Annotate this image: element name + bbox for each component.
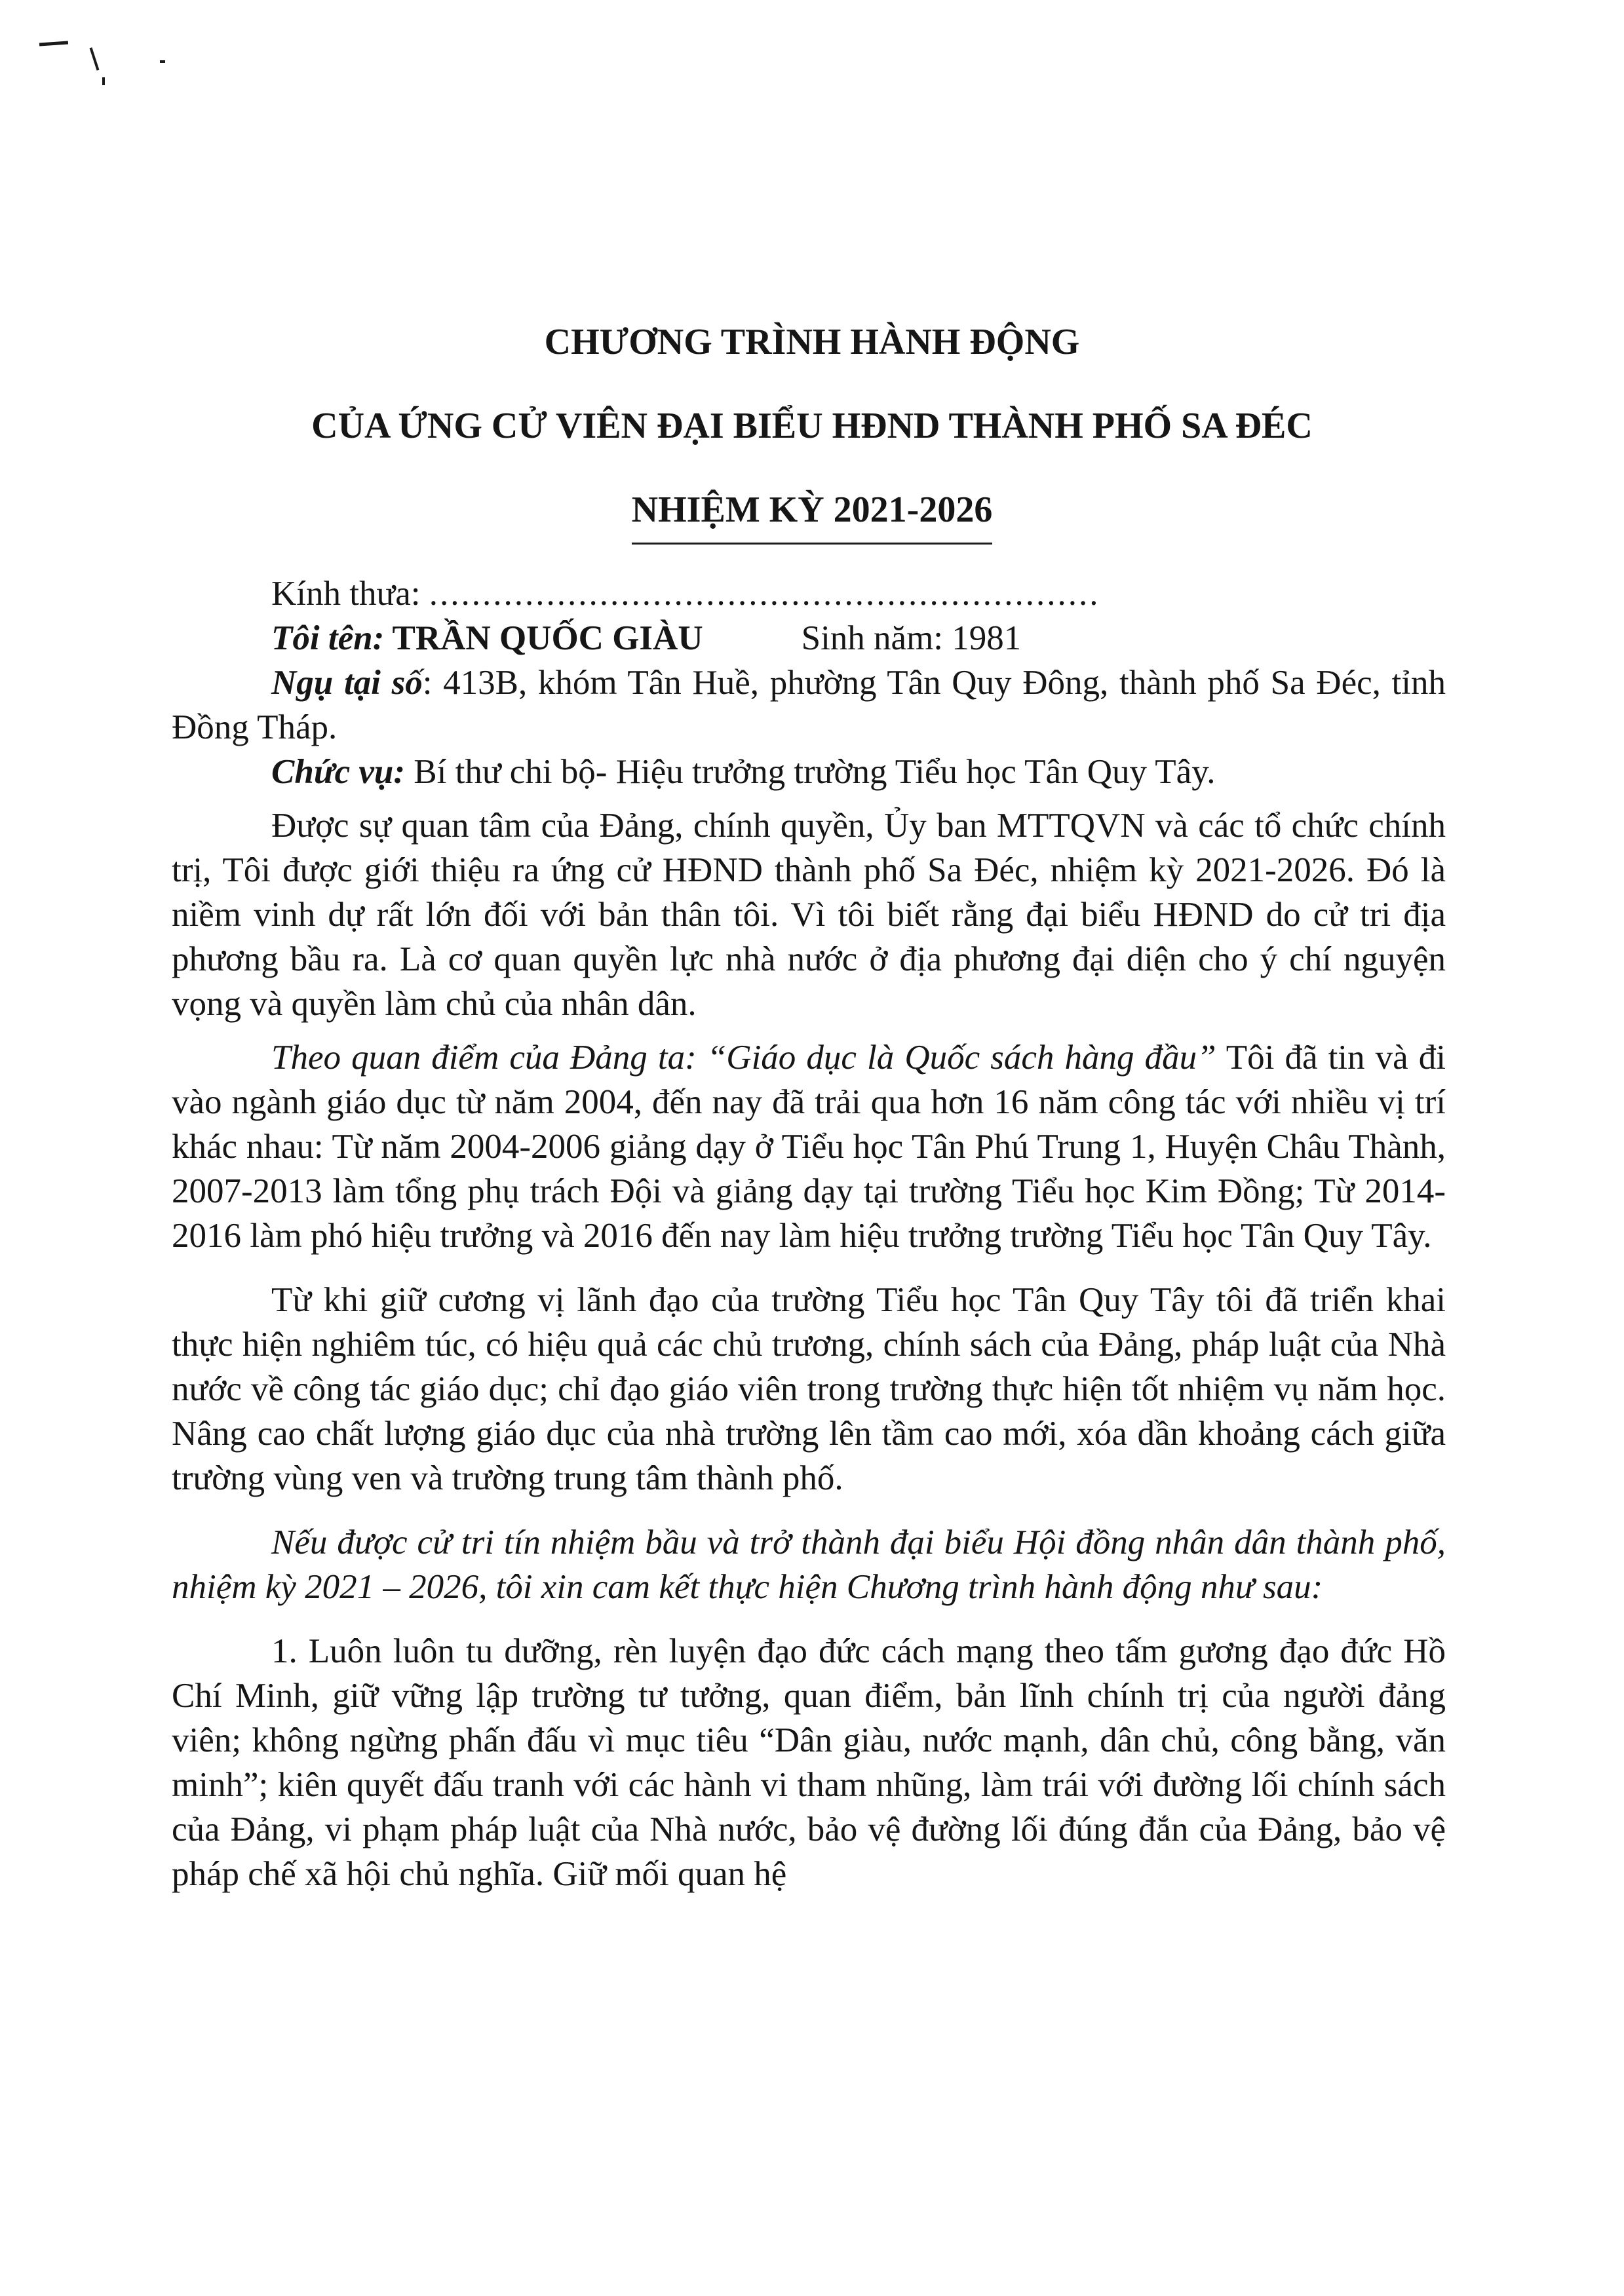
paragraph-2 <box>172 1035 1446 1258</box>
paragraph-5: 1. Luôn luôn tu dưỡng, rèn luyện đạo đức cách mạng theo tấm gương đạo đức Hồ Chí Minh, giữ vững lập trường tư tưởng, quan điểm, bản lĩnh chính trị của người đảng viên; không ngừng phấn đấu vì mục tiêu “Dân giàu, nước mạnh, dân chủ, công bằng, văn minh”; kiên quyết đấu tranh với các hành vi tham nhũng, làm trái với đường lối chính sách của Đảng, vi phạm pháp luật của Nhà nước, bảo vệ đường lối đúng đắn của Đảng, bảo vệ pháp chế xã hội chủ nghĩa. Giữ mối quan hệ <box>172 1632 1446 1893</box>
name-label: Tôi tên: <box>271 619 385 657</box>
title-line-3 <box>0 491 1624 545</box>
salutation-line <box>172 571 1446 616</box>
name-value: TRẦN QUỐC GIÀU <box>384 619 703 657</box>
name-line <box>172 616 1446 660</box>
scan-speck <box>102 77 105 85</box>
birth-year: Sinh năm: 1981 <box>801 619 1022 657</box>
document-body <box>172 571 1446 1905</box>
salutation-dots: ............................................................... <box>429 575 1100 613</box>
address-value: : 413B, khóm Tân Huề, phường Tân Quy Đông, thành phố Sa Đéc, tỉnh Đồng Tháp. <box>172 664 1446 746</box>
salutation-label: Kính thưa: <box>271 575 429 613</box>
address-line <box>172 660 1446 750</box>
address-label: Ngụ tại số <box>271 664 423 702</box>
position-line <box>172 750 1446 794</box>
title-line-1: CHƯƠNG TRÌNH HÀNH ĐỘNG <box>544 322 1080 362</box>
paragraph-4: Nếu được cử tri tín nhiệm bầu và trở thành đại biểu Hội đồng nhân dân thành phố, nhiệm kỳ 2021 – 2026, tôi xin cam kết thực hiện Chương trình hành động như sau: <box>172 1523 1446 1606</box>
paragraph-3: Từ khi giữ cương vị lãnh đạo của trường Tiểu học Tân Quy Tây tôi đã triển khai thực hiện nghiêm túc, có hiệu quả các chủ trương, chính sách của Đảng, pháp luật của Nhà nước về công tác giáo dục; chỉ đạo giáo viên trong trường thực hiện tốt nhiệm vụ năm học. Nâng cao chất lượng giáo dục của nhà trường lên tầm cao mới, xóa dần khoảng cách giữa trường vùng ven và trường trung tâm thành phố. <box>172 1281 1446 1497</box>
title-line-3-text: NHIỆM KỲ 2021-2026 <box>632 491 993 545</box>
scan-speck <box>160 60 165 63</box>
title-line-2: CỦA ỨNG CỬ VIÊN ĐẠI BIỂU HĐND THÀNH PHỐ SA ĐÉC <box>311 406 1313 446</box>
scan-speck <box>39 41 68 46</box>
scan-speck <box>90 47 100 70</box>
paragraph-1: Được sự quan tâm của Đảng, chính quyền, Ủy ban MTTQVN và các tổ chức chính trị, Tôi được giới thiệu ra ứng cử HĐND thành phố Sa Đéc, nhiệm kỳ 2021-2026. Đó là niềm vinh dự rất lớn đối với bản thân tôi. Vì tôi biết rằng đại biểu HĐND do cử tri địa phương bầu ra. Là cơ quan quyền lực nhà nước ở địa phương đại diện cho ý chí nguyện vọng và quyền làm chủ của nhân dân. <box>172 807 1446 1023</box>
position-value: Bí thư chi bộ- Hiệu trưởng trường Tiểu học Tân Quy Tây. <box>405 753 1216 791</box>
paragraph-2-text: Tôi đã tin và đi vào ngành giáo dục từ năm 2004, đến nay đã trải qua hơn 16 năm công tác với nhiều vị trí khác nhau: Từ năm 2004-2006 giảng dạy ở Tiểu học Tân Phú Trung 1, Huyện Châu Thành, 2007-2013 làm tổng phụ trách Đội và giảng dạy tại trường Tiểu học Kim Đồng; Từ 2014-2016 làm phó hiệu trưởng và 2016 đến nay làm hiệu trưởng trường Tiểu học Tân Quy Tây. <box>172 1039 1446 1255</box>
paragraph-2-quote: Theo quan điểm của Đảng ta: “Giáo dục là Quốc sách hàng đầu” <box>271 1039 1216 1077</box>
position-label: Chức vụ: <box>271 753 406 791</box>
